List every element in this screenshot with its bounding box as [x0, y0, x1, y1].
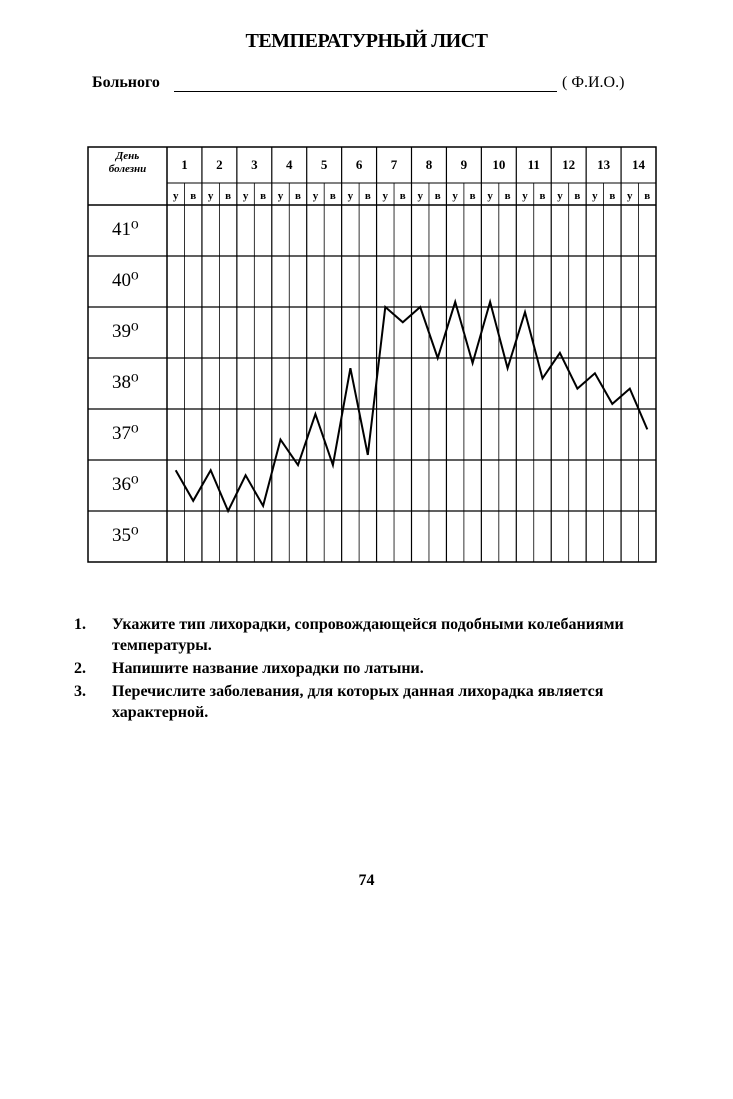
question-number: 3. [74, 683, 86, 700]
temperature-label: 38⁰ [112, 372, 139, 393]
question-text: Укажите тип лихорадки, сопровождающейся подобными колебаниями температуры. [112, 616, 624, 654]
patient-label: Больного [92, 74, 160, 91]
time-of-day-label: у [452, 190, 458, 202]
time-of-day-label: у [417, 190, 423, 202]
time-of-day-label: у [627, 190, 633, 202]
time-of-day-label: в [539, 190, 546, 202]
time-of-day-label: у [522, 190, 528, 202]
chart-frame [88, 147, 656, 562]
corner-label: День болезни [108, 150, 147, 175]
question-list [74, 614, 664, 725]
time-of-day-label: в [504, 190, 511, 202]
time-of-day-label: в [260, 190, 267, 202]
time-of-day-label: в [644, 190, 651, 202]
time-of-day-label: у [557, 190, 563, 202]
question-number: 2. [74, 660, 86, 677]
day-label: 3 [251, 157, 258, 172]
day-label: 2 [216, 157, 223, 172]
time-of-day-label: в [190, 190, 197, 202]
temperature-label: 37⁰ [112, 423, 139, 444]
question-number: 1. [74, 616, 86, 633]
day-label: 6 [355, 157, 363, 172]
time-of-day-label: у [207, 190, 214, 202]
day-label: 11 [527, 157, 540, 172]
question-text: Перечислите заболевания, для которых данная лихорадка является характерной. [112, 683, 604, 721]
day-label: 4 [286, 157, 293, 172]
time-of-day-label: в [225, 190, 232, 202]
time-of-day-label: у [172, 190, 179, 202]
day-label: 10 [492, 157, 506, 172]
temperature-label: 40⁰ [112, 270, 139, 291]
temperature-label: 36⁰ [112, 474, 139, 495]
question-item [74, 681, 664, 723]
question-item [74, 658, 664, 679]
time-of-day-label: у [592, 190, 598, 202]
temperature-label: 41⁰ [112, 219, 139, 240]
time-of-day-label: у [347, 190, 354, 202]
time-of-day-label: в [469, 190, 476, 202]
day-label: 1 [181, 157, 188, 172]
patient-fio-hint: ( Ф.И.О.) [562, 74, 625, 91]
day-label: 8 [425, 157, 433, 172]
time-of-day-label: в [364, 190, 371, 202]
time-of-day-label: у [242, 190, 249, 202]
page-title: ТЕМПЕРАТУРНЫЙ ЛИСТ [245, 30, 488, 52]
time-of-day-label: в [329, 190, 336, 202]
question-item [74, 614, 664, 656]
temperature-label: 39⁰ [112, 321, 139, 342]
page-number: 74 [358, 872, 375, 889]
day-label: 13 [597, 157, 611, 172]
question-text: Напишите название лихорадки по латыни. [112, 660, 424, 677]
day-label: 7 [390, 157, 398, 172]
time-of-day-label: у [487, 190, 493, 202]
time-of-day-label: у [382, 190, 389, 202]
temperature-label: 35⁰ [112, 525, 139, 546]
time-of-day-label: в [609, 190, 616, 202]
time-of-day-label: в [399, 190, 406, 202]
time-of-day-label: в [434, 190, 441, 202]
day-label: 12 [562, 157, 576, 172]
time-of-day-label: у [312, 190, 319, 202]
time-of-day-label: в [574, 190, 581, 202]
time-of-day-label: у [277, 190, 284, 202]
day-label: 14 [632, 157, 646, 172]
time-of-day-label: в [295, 190, 301, 202]
day-label: 5 [320, 157, 328, 172]
day-label: 9 [460, 157, 468, 172]
